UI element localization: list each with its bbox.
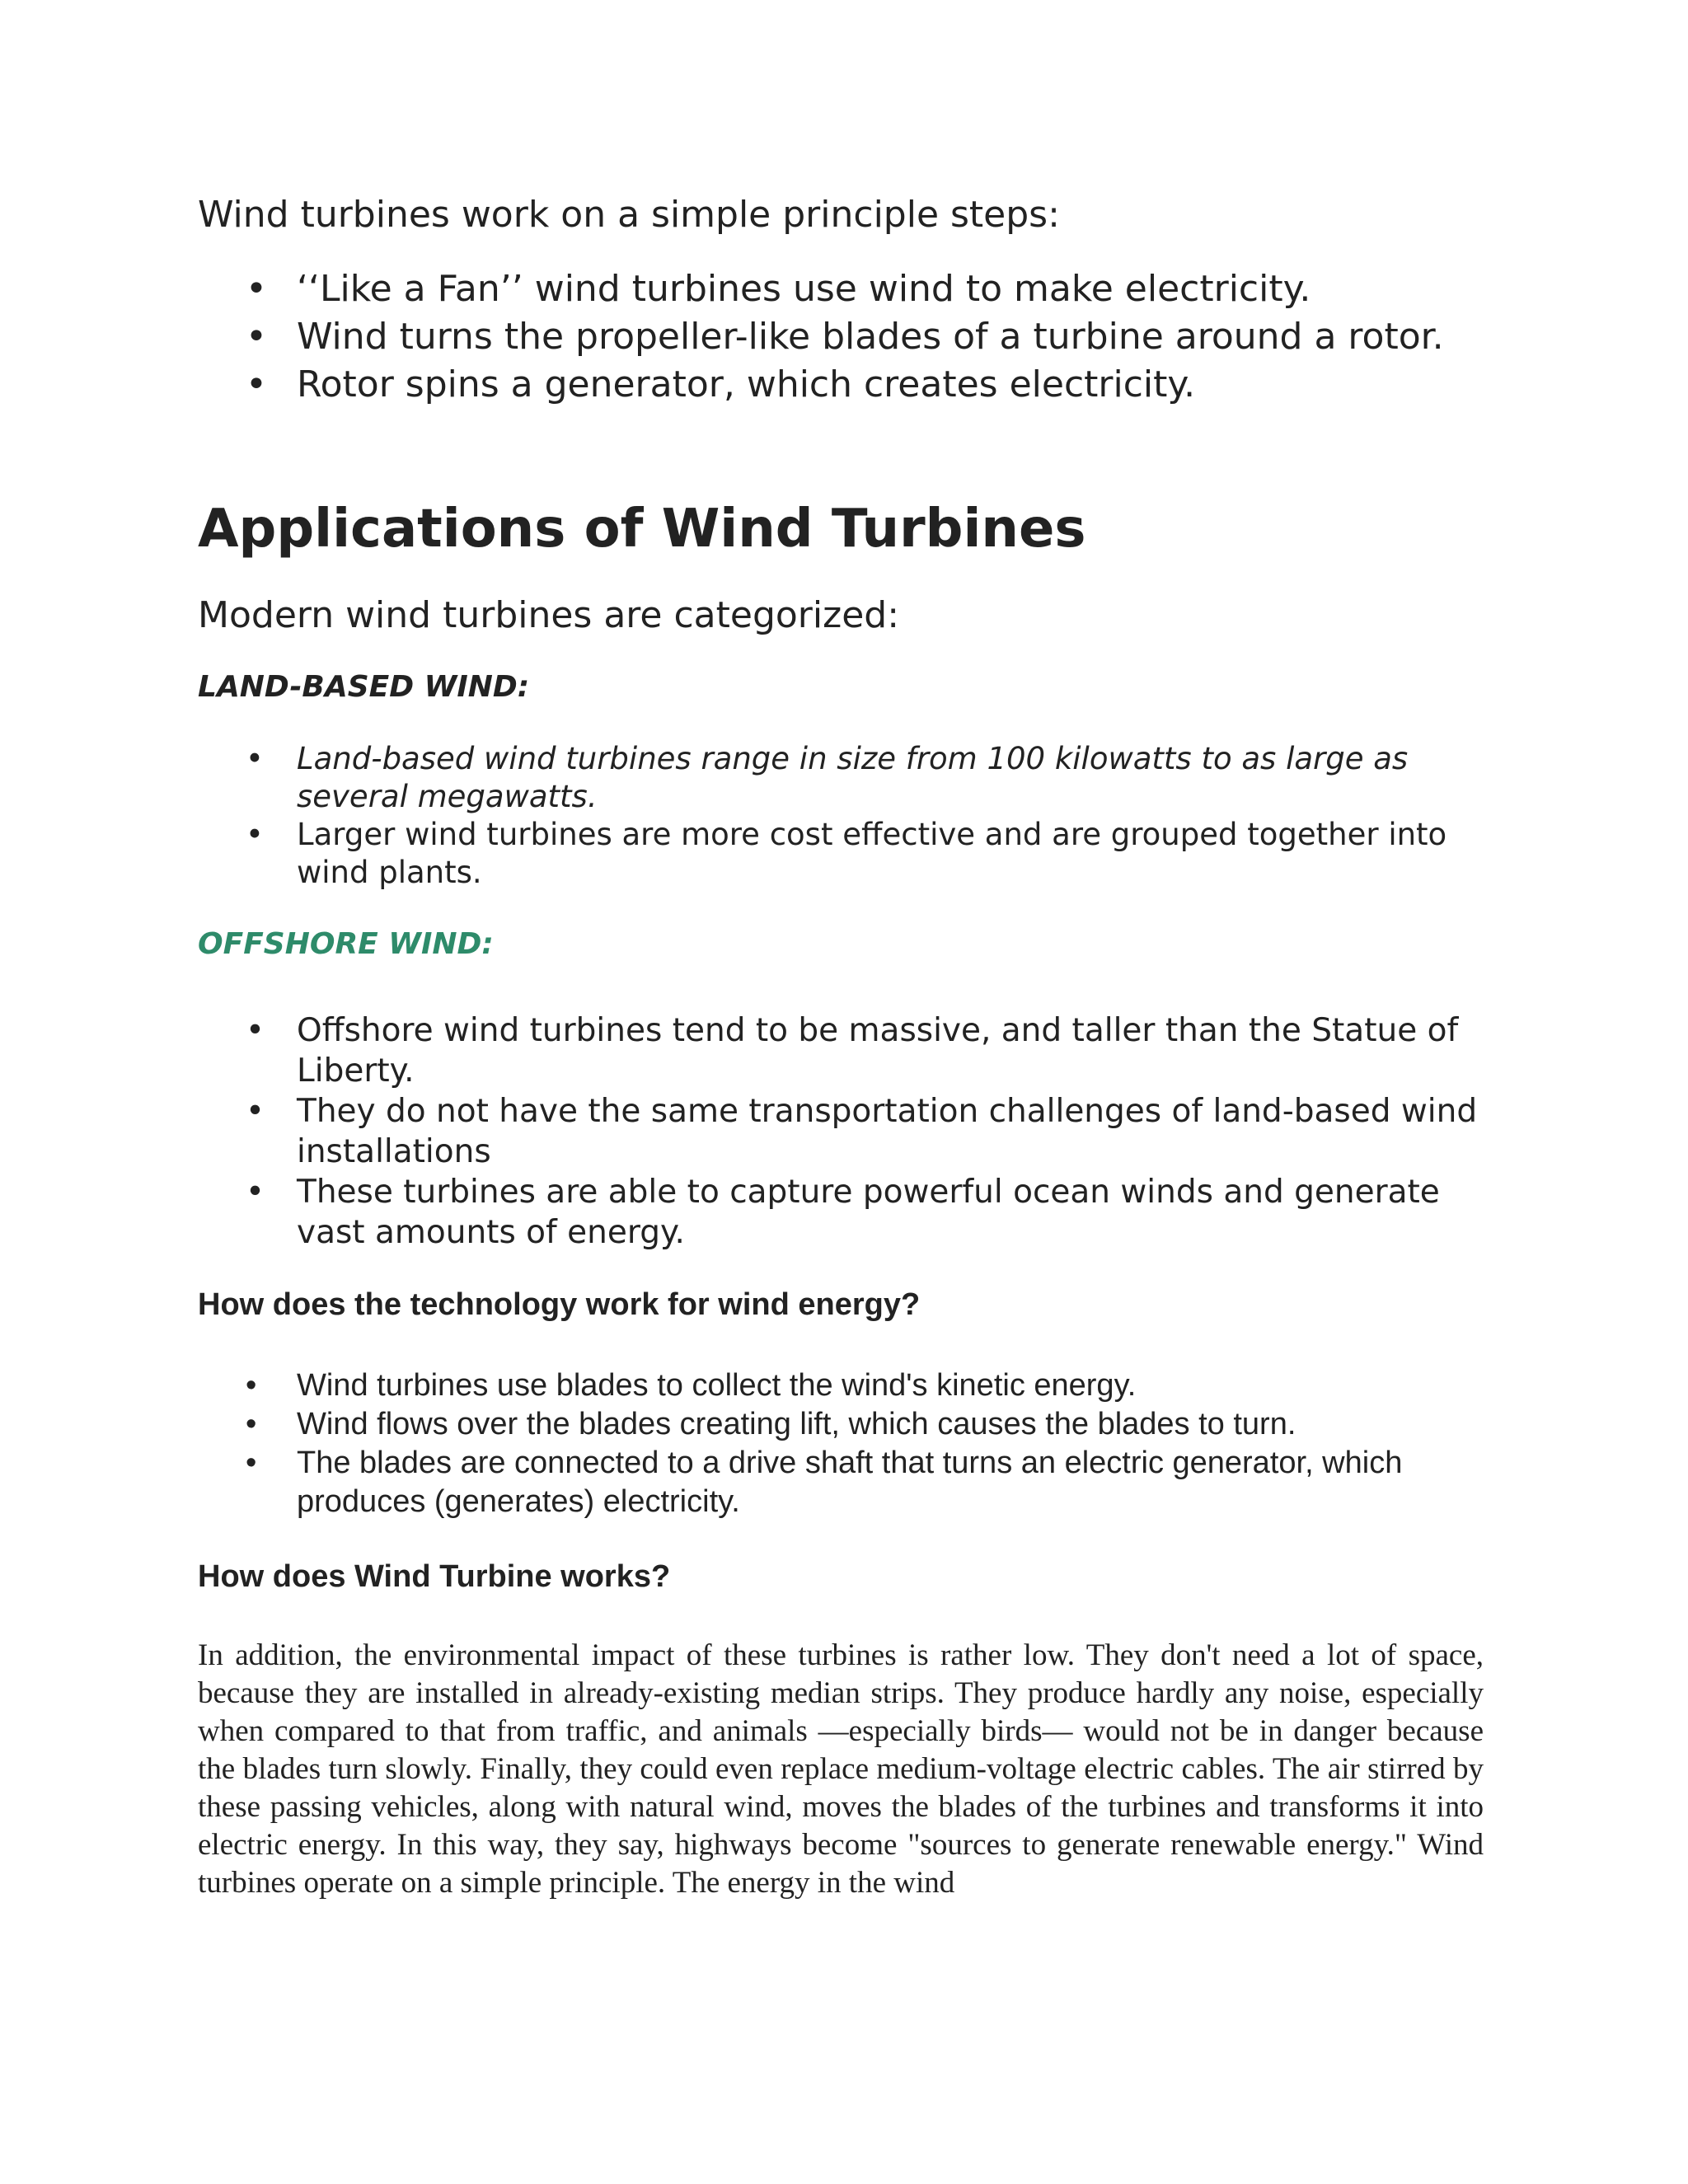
bullet-icon: • <box>246 741 264 776</box>
list-item-text: The blades are connected to a drive shaft that turns an electric generator, which produces (generates) electricity. <box>297 1446 1403 1519</box>
list-item <box>198 1091 1484 1172</box>
principle-steps-list <box>198 265 1484 409</box>
wind-turbine-works-heading: How does Wind Turbine works? <box>198 1559 671 1594</box>
bullet-icon: • <box>246 1407 257 1441</box>
technology-list <box>198 1366 1484 1521</box>
offshore-list <box>198 1010 1484 1253</box>
intro-text: Wind turbines work on a simple principle steps: <box>198 194 1060 236</box>
list-item-text: Wind turns the propeller-like blades of a turbine around a rotor. <box>297 316 1444 358</box>
list-item-text: Land-based wind turbines range in size from 100 kilowatts to as large as several megawatts. <box>297 741 1409 814</box>
list-item-text: Rotor spins a generator, which creates electricity. <box>297 363 1196 405</box>
list-item <box>198 1366 1484 1405</box>
bullet-icon: • <box>246 363 267 405</box>
bullet-icon: • <box>246 316 267 358</box>
list-item <box>198 361 1484 409</box>
technology-heading: How does the technology work for wind energy? <box>198 1287 921 1322</box>
land-based-heading: LAND-BASED WIND: <box>198 670 530 704</box>
list-item <box>198 313 1484 361</box>
bullet-icon: • <box>246 1174 265 1211</box>
applications-heading: Applications of Wind Turbines <box>198 499 1086 560</box>
bullet-icon: • <box>246 817 264 852</box>
list-item <box>198 1405 1484 1444</box>
list-item <box>198 1010 1484 1091</box>
list-item-text: These turbines are able to capture powerful ocean winds and generate vast amounts of energy. <box>297 1174 1440 1251</box>
list-item-text: Larger wind turbines are more cost effective and are grouped together into wind plants. <box>297 817 1447 890</box>
modern-categorized-text: Modern wind turbines are categorized: <box>198 594 900 636</box>
bullet-icon: • <box>246 268 267 310</box>
bullet-icon: • <box>246 1446 257 1480</box>
list-item <box>198 1444 1484 1521</box>
list-item-text: ‘‘Like a Fan’’ wind turbines use wind to make electricity. <box>297 268 1311 310</box>
list-item <box>198 740 1484 816</box>
list-item <box>198 1172 1484 1253</box>
land-based-list <box>198 740 1484 892</box>
list-item-text: They do not have the same transportation challenges of land-based wind installations <box>297 1093 1478 1170</box>
works-paragraph: In addition, the environmental impact of these turbines is rather low. They don't need a lot of space, because they are installed in already-existing median strips. They produce hardly any noise, especially when compared to that from traffic, and animals —especially birds— would not be in danger because the blades turn slowly. Finally, they could even replace medium-voltage electric cables. The air stirred by these passing vehicles, along with natural wind, moves the blades of the turbines and transforms it into electric energy. In this way, they say, highways become "sources to generate renewable energy." Wind turbines operate on a simple principle. The energy in the wind <box>198 1638 1484 1900</box>
bullet-icon: • <box>246 1012 265 1049</box>
bullet-icon: • <box>246 1368 257 1403</box>
list-item <box>198 265 1484 313</box>
offshore-heading: OFFSHORE WIND: <box>198 927 494 961</box>
list-item-text: Offshore wind turbines tend to be massive, and taller than the Statue of Liberty. <box>297 1012 1459 1090</box>
bullet-icon: • <box>246 1093 265 1130</box>
list-item-text: Wind flows over the blades creating lift, which causes the blades to turn. <box>297 1407 1296 1441</box>
list-item-text: Wind turbines use blades to collect the wind's kinetic energy. <box>297 1368 1137 1403</box>
list-item <box>198 816 1484 892</box>
